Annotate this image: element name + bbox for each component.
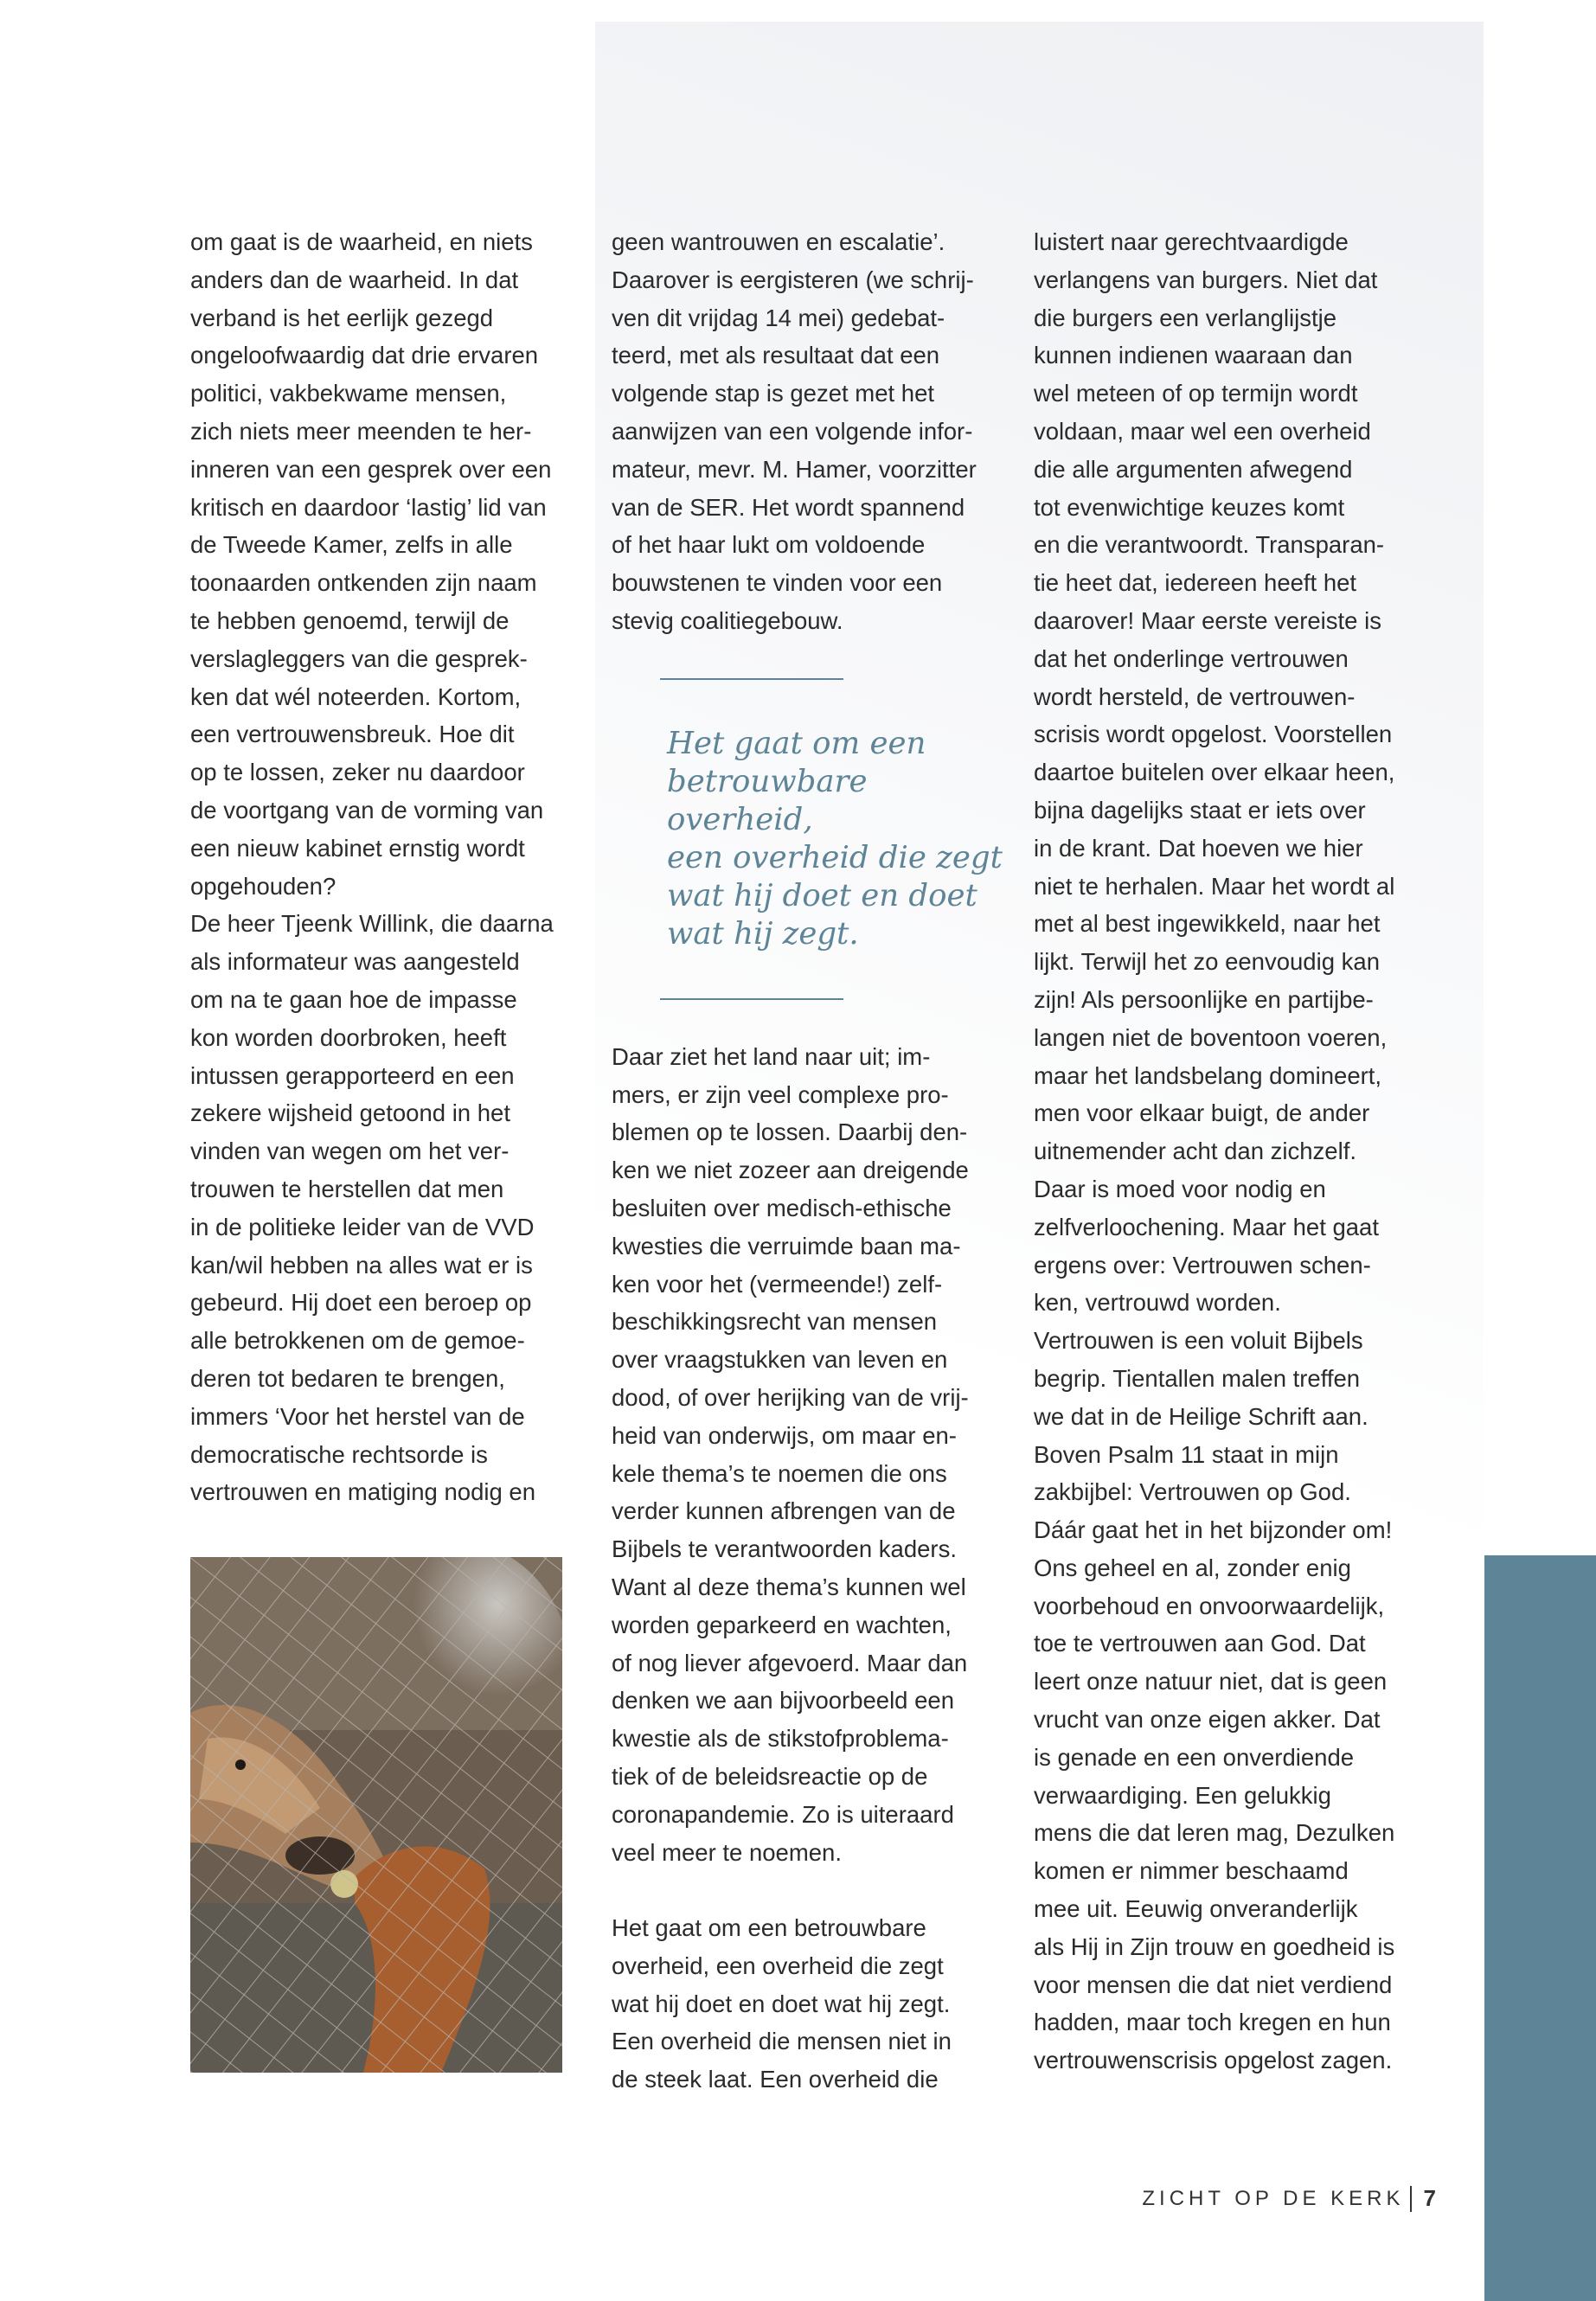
page-footer (1142, 2185, 1436, 2212)
pull-quote-text: Het gaat om een betrouwbare overheid, een overheid die zegt wat hij doet en doet wat hij zegt. (667, 725, 1003, 952)
accent-side-bar (1484, 1555, 1596, 2301)
pull-quote-bottom-rule (660, 998, 843, 1000)
magazine-title: ZICHT OP DE KERK (1142, 2186, 1405, 2210)
pull-quote (660, 678, 1006, 1000)
pull-quote-top-rule (660, 678, 843, 680)
column-2-middle: Daar ziet het land naar uit; im- mers, er zijn veel complexe pro- blemen op te lossen. Daarbij den- ken we niet zozeer aan dreigende besluiten over medisch-ethische kwesties die verruimde baan ma- ken voor het (vermeende!) zelf- beschikkingsrecht van mensen over vraagstukken van leven en dood, of over herijking van de vrij- heid van onderwijs, om maar en- kele thema’s te noemen die ons verder kunnen afbrengen van de Bijbels te verantwoorden kaders. Want al deze thema’s kunnen wel worden geparkeerd en wachten, of nog liever afgevoerd. Maar dan denken we aan bijvoorbeeld een kwestie als de stikstofproblema- tiek of de beleidsreactie op de coronapandemie. Zo is uiteraard veel meer te noemen. (612, 1042, 969, 1866)
page-number: 7 (1423, 2185, 1436, 2211)
footer-separator (1410, 2186, 1412, 2212)
text-column-1 (190, 223, 575, 1511)
column-1-body: om gaat is de waarheid, en niets anders dan de waarheid. In dat verband is het eerlijk gezegd ongeloofwaardig dat drie ervaren politici, vakbekwame mensen, zich niets meer meenden te her- inneren van een gesprek over een kritisch en daardoor ‘lastig’ lid van de Tweede Kamer, zelfs in alle toonaarden ontkenden zijn naam te hebben genoemd, terwijl de verslagleggers van die gesprek- ken dat wél noteerden. Kortom, een vertrouwensbreuk. Hoe dit op te lossen, zeker nu daardoor de voortgang van de vorming van een nieuw kabinet ernstig wordt opgehouden? De heer Tjeenk Willink, die daarna als informateur was aangesteld om na te gaan hoe de impasse kon worden doorbroken, heeft intussen gerapporteerd en een zekere wijsheid getoond in het vinden van wegen om het ver- trouwen te herstellen dat men in de politieke leider van de VVD kan/wil hebben na alles wat er is gebeurd. Hij doet een beroep op alle betrokkenen om de gemoe- deren tot bedaren te brengen, immers ‘Voor het herstel van de democratische rechtsorde is vertrouwen en matiging nodig en (190, 228, 554, 1506)
column-2-top: geen wantrouwen en escalatie’. Daarover is eergisteren (we schrij- ven dit vrijdag 14 mei) gedebat- teerd, met als resultaat dat een volgende stap is gezet met het aanwijzen van een volgende infor- mateur, mevr. M. Hamer, voorzitter van de SER. Het wordt spannend of het haar lukt om voldoende bouwstenen te vinden voor een stevig coalitiegebouw. (612, 228, 977, 634)
deer-fence-illustration (190, 1557, 562, 2073)
text-column-3 (1034, 223, 1419, 2080)
column-3-body: luistert naar gerechtvaardigde verlangens van burgers. Niet dat die burgers een verlanglijstje kunnen indienen waaraan dan wel meteen of op termijn wordt voldaan, maar wel een overheid die alle argumenten afwegend tot evenwichtige keuzes komt en die verantwoordt. Transparan- tie heet dat, iedereen heeft het daarover! Maar eerste vereiste is dat het onderlinge vertrouwen wordt hersteld, de vertrouwen- scrisis wordt opgelost. Voorstellen daartoe buitelen over elkaar heen, bijna dagelijks staat er iets over in de krant. Dat hoeven we hier niet te herhalen. Maar het wordt al met al best ingewikkeld, naar het lijkt. Terwijl het zo eenvoudig kan zijn! Als persoonlijke en partijbe- langen niet de boventoon voeren, maar het landsbelang domineert, men voor elkaar buigt, de ander uitnemender acht dan zichzelf. Daar is moed voor nodig en zelfverloochening. Maar het gaat ergens over: Vertrouwen schen- ken, vertrouwd worden. Vertrouwen is een voluit Bijbels begrip. Tientallen malen treffen we dat in de Heilige Schrift aan. Boven Psalm 11 staat in mijn zakbijbel: Vertrouwen op God. Dáár gaat het in het bijzonder om! Ons geheel en al, zonder enig voorbehoud en onvoorwaardelijk, toe te vertrouwen aan God. Dat leert onze natuur niet, dat is geen vrucht van onze eigen akker. Dat is genade en een onverdiende verwaardiging. Een gelukkig mens die dat leren mag, Dezulken komen er nimmer beschaamd mee uit. Eeuwig onveranderlijk als Hij in Zijn trouw en goedheid is voor mensen die dat niet verdiend hadden, maar toch kregen en hun vertrouwenscrisis opgelost zagen. (1034, 228, 1395, 2074)
photo-deer-feeding (190, 1557, 562, 2073)
text-column-2 (612, 223, 1003, 2099)
column-2-bottom: Het gaat om een betrouwbare overheid, een overheid die zegt wat hij doet en doet wat hij zegt. Een overheid die mensen niet in de steek laat. Een overheid die (612, 1914, 952, 2093)
